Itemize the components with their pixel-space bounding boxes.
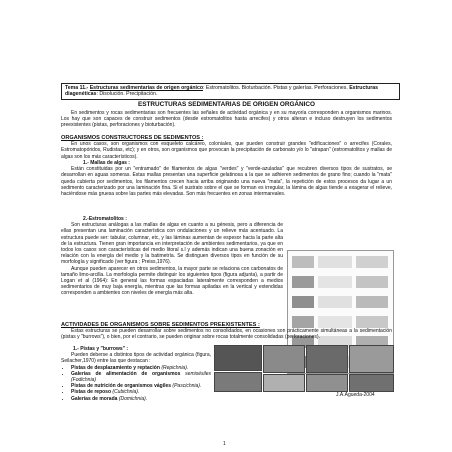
trace-photo bbox=[214, 345, 262, 371]
subsection3-heading: 1.- Pistas y "burrows" : bbox=[73, 346, 129, 352]
trace-photo bbox=[214, 372, 262, 392]
figure-row bbox=[290, 253, 391, 271]
subsection1-heading: 1.- Mallas de algas : bbox=[83, 160, 130, 166]
subsection3-paragraph: Pueden deberse a distintos tipos de actividad orgánica (figura, Seilacher,1970) entre las que destacan : bbox=[61, 352, 211, 365]
subsection2-paragraph2: Aunque pueden aparecer en otros sedimentos, la mayor parte se relaciona con carbonatos de tamaño limo-arcilla. La morfología permite distinguir los siguientes tipos (figura adjunta), a partir de Logan et al (1964): En general las formas espaciadas lateralmente corresponden a medios sedimentarios de muy baja energía, mientras que las formas apiladas en la vertical y extendidas corresponden a ambientes con niveles de energía más alta. bbox=[61, 265, 283, 297]
trace-photo bbox=[349, 374, 394, 392]
list-item: • Galerías de morada (Domichnia). bbox=[71, 396, 211, 402]
main-title: ESTRUCTURAS SEDIMENTARIAS DE ORIGEN ORGÁNICO bbox=[137, 101, 316, 108]
list-item: • Pistas de desplazamiento y reptación (Repichnia). bbox=[71, 365, 211, 371]
subsection2-heading: 2.-Estromatolitos : bbox=[83, 216, 127, 222]
trace-photo bbox=[349, 345, 394, 373]
figure-row bbox=[290, 273, 391, 291]
topic-sub-rest: : Disolución. Precipitación. bbox=[96, 91, 158, 98]
intro-paragraph: En sedimentos y rocas sedimentarias son frecuentes las señales de actividad orgánica y en su mayoría corresponden a organismos marinos. Los hay que son capaces de construir sedimentos (desde estromatolitos hasta arrecifes) y otros alteran e incluso destruyen los sedimentos preexistentes (pistas, perforaciones y bioturbación). bbox=[61, 110, 392, 129]
list-item: • Pistas de reposo (Cubichnia). bbox=[71, 389, 211, 395]
section1-heading: ORGANISMOS CONSTRUCTORES DE SEDIMENTOS : bbox=[61, 135, 204, 141]
figure-row bbox=[290, 293, 391, 311]
author-signature: J.A.Agueda-2004 bbox=[336, 392, 375, 398]
topic-title: Estructuras sedimentarias de origen orgánico bbox=[89, 85, 204, 91]
page-number: 1 bbox=[223, 441, 226, 447]
trace-photo bbox=[306, 374, 348, 392]
subsection2-paragraph1: Son estructuras análogas a las mallas de algas en cuanto a su génesis, pero a diferencia de ellas presentan una laminación característica con ondulaciones y un relieve más acentuado. La estructura puede ser: tabular, columnar, etc, y las láminas aumentan de espesor hacia la parte alta de la estructura. Tienen gran importancia en interpretación de ambientes sedimentarios, ya que en todos los casos son características del medio litoral s.l y además indican una buena zonación en relación con la energía del medio y la batimetría. Se distinguen diversos tipos en función de su morfología y significado (ver figura ; Preiss,1976). bbox=[61, 222, 283, 266]
trace-photo bbox=[306, 345, 348, 373]
subsection1-paragraph: Están constituidas por un "entramado" de filamentos de algas "verdes" y "verde-azuladas" que recubren diversos tipos de sustratos, se desarrollan en aguas someras. Estas mallas presentan una superficie gelatinosa a la que se adhieren sedimentos de grano fino; cuando la "mata" queda cubierta por sedimentos, los filamentos crecen hacia arriba originando una nueva "mata", la repetición de estos procesos da lugar a un sedimento caracterizado por una laminación fina. Si el sustrato sobre el que se forman es irregular, la lámina de algas tiende a exagerar el relieve, haciéndose más gruesa sobre las partes más elevadas. Son más frecuentes en zonas intermareales. bbox=[61, 166, 392, 198]
section2-heading: ACTIVIDADES DE ORGANISMOS SOBRE SEDIMENTOS PREEXISTENTES : bbox=[61, 322, 260, 328]
list-item: • Pistas de nutrición de organismos vágiles (Pascichnia). bbox=[71, 383, 211, 389]
section1-paragraph: En unos casos, son organismos con esqueleto calcáreo, coloniales, que pueden construir grandes "edificaciones" o arrecifes (Corales, Estromatopóridos, Rudistas, etc); y en otros, son organismos que provocan la precipitación de carbonato y/o lo "atrapan" (estromatolitos y mallas de algas son los más característicos). bbox=[61, 141, 392, 160]
trace-photo bbox=[263, 345, 305, 373]
topic-box bbox=[61, 83, 400, 100]
trace-photo bbox=[263, 374, 305, 392]
topic-label: Tema 11.- bbox=[65, 85, 89, 91]
activity-list bbox=[61, 365, 211, 402]
topic-sub-label: Estructuras diagenéticas bbox=[65, 85, 379, 98]
list-item: • Galerías de alimentación de organismos semisésiles (Fodichnia) bbox=[71, 371, 211, 383]
section2-paragraph: Estas estructuras se pueden desarrollar sobre sedimentos no consolidados, en ocasiones son prácticamente simultáneas a la sedimentación (pistas y "burrows"), o bien, por el contrario, se pueden originar sobre rocas totalmente consolidadas (perforaciones). bbox=[61, 328, 392, 341]
topic-rest: : Estromatolitos. Bioturbación. Pistas y galerías. Perforaciones. bbox=[203, 85, 348, 91]
